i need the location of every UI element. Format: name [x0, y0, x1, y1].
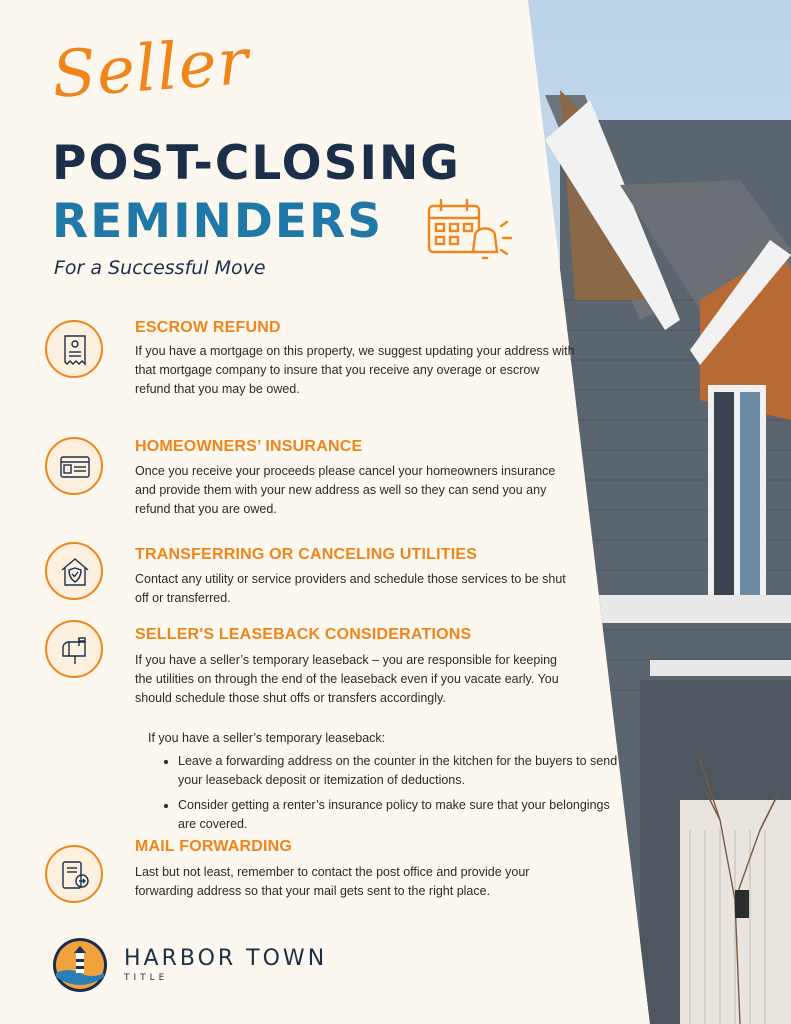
list-item: • Consider getting a renter’s insurance policy to make sure that your belongings are covered. [178, 796, 628, 834]
receipt-icon [59, 334, 91, 366]
section-title: HOMEOWNERS’ INSURANCE [135, 438, 363, 455]
section-body: If you have a mortgage on this property, we suggest updating your address with that mortgage company to insure that you receive any overage or escrow refund that you may be owed. [135, 344, 575, 396]
section-icon-circle [45, 620, 103, 678]
house-shield-icon [59, 556, 91, 588]
section-icon-circle [45, 542, 103, 600]
list-item: • Leave a forwarding address on the counter in the kitchen for the buyers to send your leaseback deposit or itemization of deductions. [178, 752, 628, 790]
page-subtitle: For a Successful Move [54, 257, 266, 279]
section-body: Once you receive your proceeds please cancel your homeowners insurance and provide them with your new address as well so they can send you any refund that you are owed. [135, 464, 556, 516]
leaseback-intro: If you have a seller’s temporary leaseback: [148, 731, 386, 745]
section-body: Contact any utility or service providers and schedule those services to be shut off or transferred. [135, 572, 566, 605]
brand-subtitle: TITLE [124, 973, 169, 983]
page-title-line1: POST-CLOSING [52, 136, 461, 191]
script-title: Seller [49, 25, 252, 113]
section-title: SELLER'S LEASEBACK CONSIDERATIONS [135, 626, 472, 643]
mailbox-icon [59, 634, 91, 666]
page-title-line2: REMINDERS [52, 194, 384, 249]
section-icon-circle [45, 437, 103, 495]
section-title: ESCROW REFUND [135, 319, 281, 336]
section-title: MAIL FORWARDING [135, 838, 293, 855]
section-icon-circle [45, 320, 103, 378]
brand-name: HARBOR TOWN [124, 946, 328, 971]
section-body: If you have a seller’s temporary leaseback – you are responsible for keeping the utilities on through the end of the leaseback even if you vacate early. You should schedule those shut offs or transfers accordingly. [135, 653, 559, 705]
mail-forwarding-icon [59, 859, 91, 891]
section-body: Last but not least, remember to contact the post office and provide your forwarding address so that your mail gets sent to the right place. [135, 865, 530, 898]
section-icon-circle [45, 845, 103, 903]
calendar-bell-icon [425, 196, 517, 272]
lighthouse-logo [52, 937, 108, 993]
leaseback-list [162, 752, 628, 840]
insurance-card-icon [59, 451, 91, 483]
section-title: TRANSFERRING OR CANCELING UTILITIES [135, 546, 478, 563]
